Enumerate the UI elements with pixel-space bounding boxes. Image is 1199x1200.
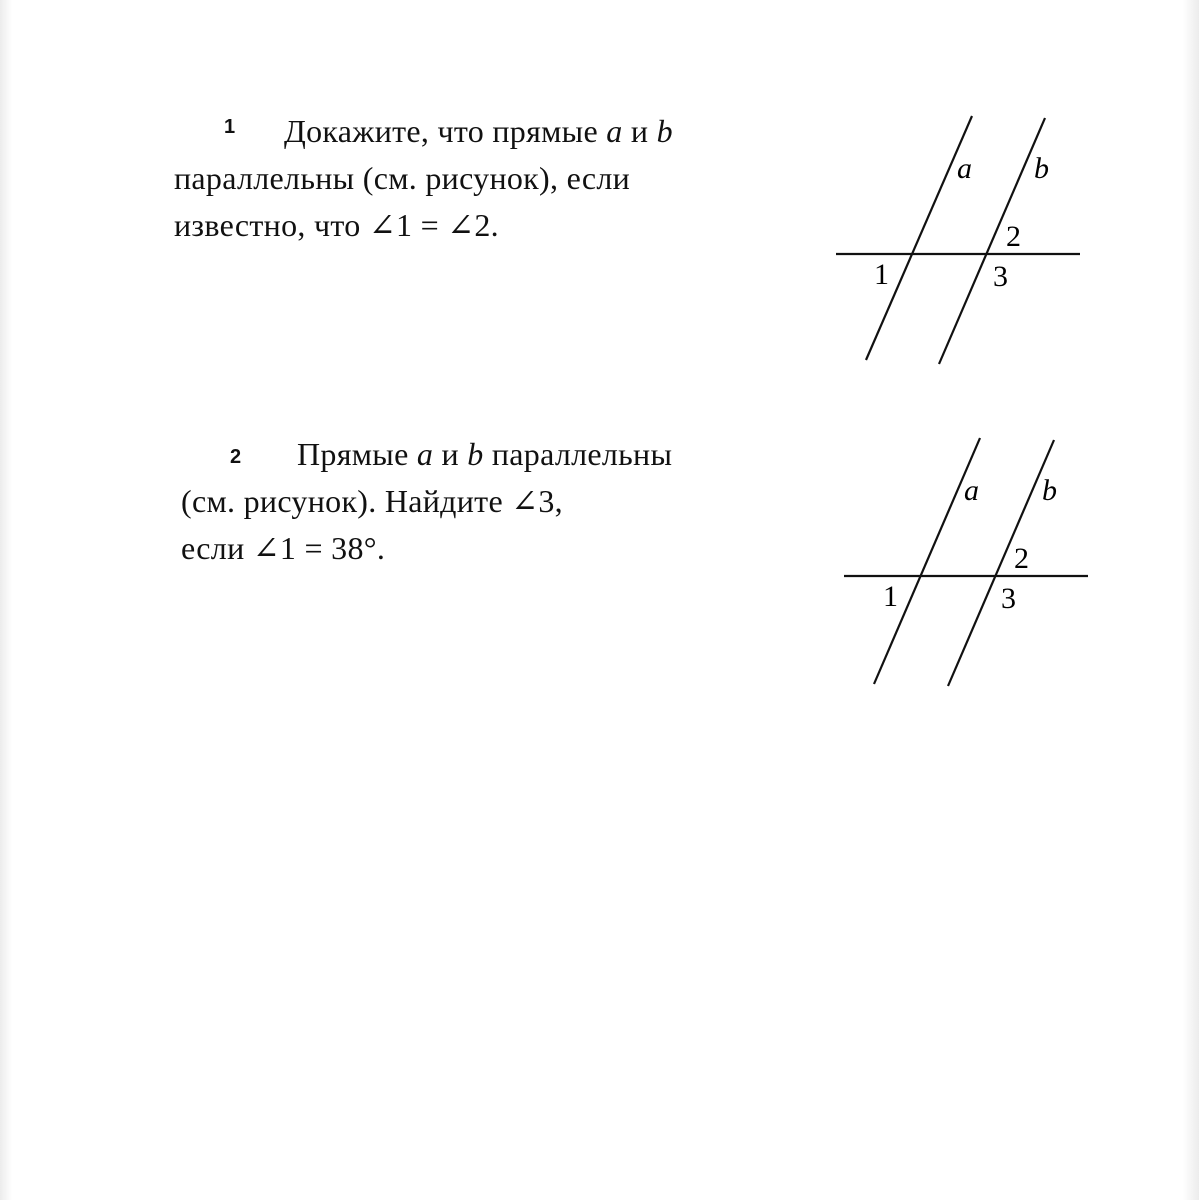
problem-1-figure [830, 110, 1090, 370]
problem-1-line-1-text: Докажите, что прямые [284, 113, 607, 149]
problem-1-var-a: a [606, 113, 623, 149]
problem-2-line-3: если ∠1 = 38°. [181, 530, 386, 566]
line-a-label: a [964, 474, 979, 507]
page-edge-left [0, 0, 12, 1200]
line-b-label: b [1042, 474, 1057, 507]
line-a-label: a [957, 152, 972, 185]
problem-2-line-1 [181, 431, 672, 478]
problem-2-conj: и [433, 436, 468, 472]
problem-1-number: 1 [224, 116, 236, 138]
problem-1-conj: и [622, 113, 657, 149]
problem-1-line-3: известно, что ∠1 = ∠2. [174, 207, 499, 243]
problem-2-line-1-text: Прямые [297, 436, 417, 472]
angle-1-label: 1 [874, 258, 889, 291]
problem-2-line-2: (см. рисунок). Найдите ∠3, [181, 483, 563, 519]
problem-1-var-b: b [656, 113, 673, 149]
line-b-label: b [1034, 152, 1049, 185]
angle-2-label: 2 [1014, 542, 1029, 575]
problem-2-var-a: a [416, 436, 434, 472]
problem-1-line-1 [174, 108, 673, 155]
problem-1-line-2: параллельны (см. рисунок), если [174, 160, 631, 196]
problem-2-number: 2 [230, 446, 242, 468]
problem-2-var-b: b [467, 436, 484, 472]
problem-2-text [181, 431, 672, 572]
problem-1-diagram [830, 110, 1090, 370]
angle-2-label: 2 [1006, 220, 1021, 253]
problem-1-text [174, 108, 673, 249]
angle-3-label: 3 [993, 260, 1008, 293]
angle-3-label: 3 [1001, 582, 1016, 615]
problem-2-diagram [838, 432, 1098, 692]
problem-2-line-1-end: параллельны [483, 436, 673, 472]
page-edge-right [1183, 0, 1199, 1200]
problem-2-figure [838, 432, 1098, 692]
angle-1-label: 1 [883, 580, 898, 613]
